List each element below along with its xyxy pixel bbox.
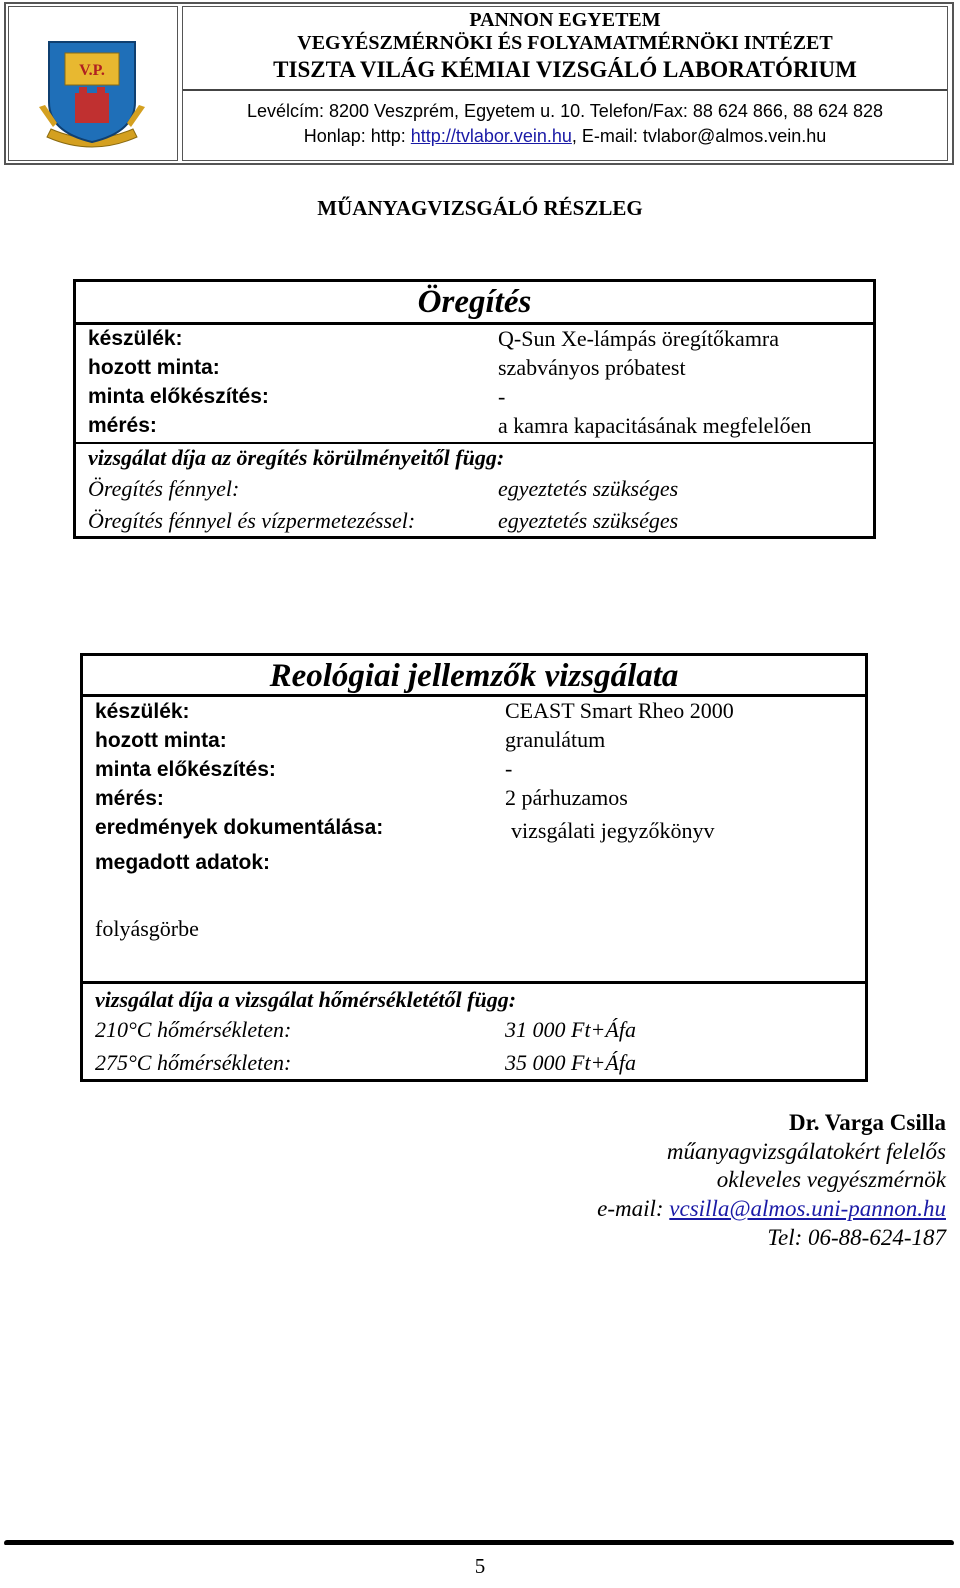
rheology-box	[80, 653, 868, 1082]
logo-cell	[8, 6, 178, 161]
signature-phone: Tel: 06-88-624-187	[767, 1225, 946, 1250]
rheo-fee-divider	[83, 981, 865, 984]
aging-title: Öregítés	[417, 284, 532, 320]
aging-measure-value: a kamra kapacitásának megfelelően	[498, 413, 812, 438]
signature-email-line	[597, 1196, 946, 1222]
rheo-data-value: folyásgörbe	[95, 916, 199, 941]
email-text: , E-mail: tvlabor@almos.vein.hu	[571, 126, 827, 146]
rheo-docs-value: vizsgálati jegyzőkönyv	[511, 818, 715, 843]
institute-name: VEGYÉSZMÉRNÖKI ÉS FOLYAMATMÉRNÖKI INTÉZET	[297, 32, 833, 54]
signature-email-link[interactable]: vcsilla@almos.uni-pannon.hu	[669, 1196, 946, 1221]
rheo-fee-label-210: 210°C hőmérsékleten:	[95, 1017, 292, 1042]
rheo-fee-value-210: 31 000 Ft+Áfa	[505, 1017, 636, 1042]
aging-prep-label: minta előkészítés:	[88, 385, 269, 408]
aging-fee-label-water: Öregítés fénnyel és vízpermetezéssel:	[88, 508, 416, 533]
laboratory-name: TISZTA VILÁG KÉMIAI VIZSGÁLÓ LABORATÓRIUM	[273, 57, 857, 82]
rheo-fee-label-275: 275°C hőmérsékleten:	[95, 1050, 292, 1075]
rheo-device-value: CEAST Smart Rheo 2000	[505, 698, 734, 723]
header-divider	[183, 89, 947, 91]
contact-line: Levélcím: 8200 Veszprém, Egyetem u. 10. Telefon/Fax: 88 624 866, 88 624 828	[246, 101, 884, 121]
signature-name: Dr. Varga Csilla	[789, 1110, 946, 1135]
rheo-data-label: megadott adatok:	[95, 851, 271, 874]
aging-fee-value-light: egyeztetés szükséges	[498, 476, 679, 501]
rheo-fee-heading: vizsgálat díja a vizsgálat hőmérsékletétől függ:	[95, 987, 517, 1012]
aging-box	[73, 279, 876, 539]
rheo-prep-value: -	[505, 756, 513, 781]
aging-device-label: készülék:	[88, 327, 183, 350]
rheo-sample-label: hozott minta:	[95, 729, 227, 752]
aging-sample-value: szabványos próbatest	[498, 355, 686, 380]
aging-device-value: Q-Sun Xe-lámpás öregítőkamra	[498, 326, 780, 351]
rheo-docs-label: eredmények dokumentálása:	[95, 816, 384, 839]
rheo-prep-label: minta előkészítés:	[95, 758, 276, 781]
rheology-title-divider	[83, 694, 865, 697]
aging-measure-label: mérés:	[88, 414, 157, 437]
aging-title-divider	[76, 322, 873, 325]
letterhead-text	[182, 6, 948, 161]
footer-divider	[4, 1540, 954, 1546]
aging-prep-value: -	[498, 384, 506, 409]
letterhead	[4, 2, 954, 165]
university-seal-logo	[9, 7, 175, 158]
aging-fee-heading: vizsgálat díja az öregítés körülményeitől függ:	[88, 445, 505, 470]
aging-fee-value-water: egyeztetés szükséges	[498, 508, 679, 533]
homepage-link[interactable]: http://tvlabor.vein.hu	[410, 126, 572, 146]
aging-fee-label-light: Öregítés fénnyel:	[88, 476, 240, 501]
web-prefix: Honlap: http:	[303, 126, 411, 146]
signature-degree: okleveles vegyészmérnök	[716, 1167, 946, 1192]
aging-sample-label: hozott minta:	[88, 356, 220, 379]
university-name: PANNON EGYETEM	[469, 9, 661, 31]
signature-email-prefix: e-mail:	[597, 1196, 670, 1221]
web-line	[183, 126, 947, 147]
signature-role: műanyagvizsgálatokért felelős	[666, 1139, 946, 1164]
rheo-sample-value: granulátum	[505, 727, 606, 752]
svg-text:V.P.: V.P.	[79, 62, 105, 79]
page-number: 5	[474, 1554, 486, 1578]
section-title: MŰANYAGVIZSGÁLÓ RÉSZLEG	[317, 196, 643, 220]
aging-fee-divider	[76, 442, 873, 444]
rheo-fee-value-275: 35 000 Ft+Áfa	[505, 1050, 636, 1075]
rheology-title: Reológiai jellemzők vizsgálata	[269, 658, 679, 694]
rheo-measure-value: 2 párhuzamos	[505, 785, 628, 810]
rheo-device-label: készülék:	[95, 700, 190, 723]
rheo-measure-label: mérés:	[95, 787, 164, 810]
